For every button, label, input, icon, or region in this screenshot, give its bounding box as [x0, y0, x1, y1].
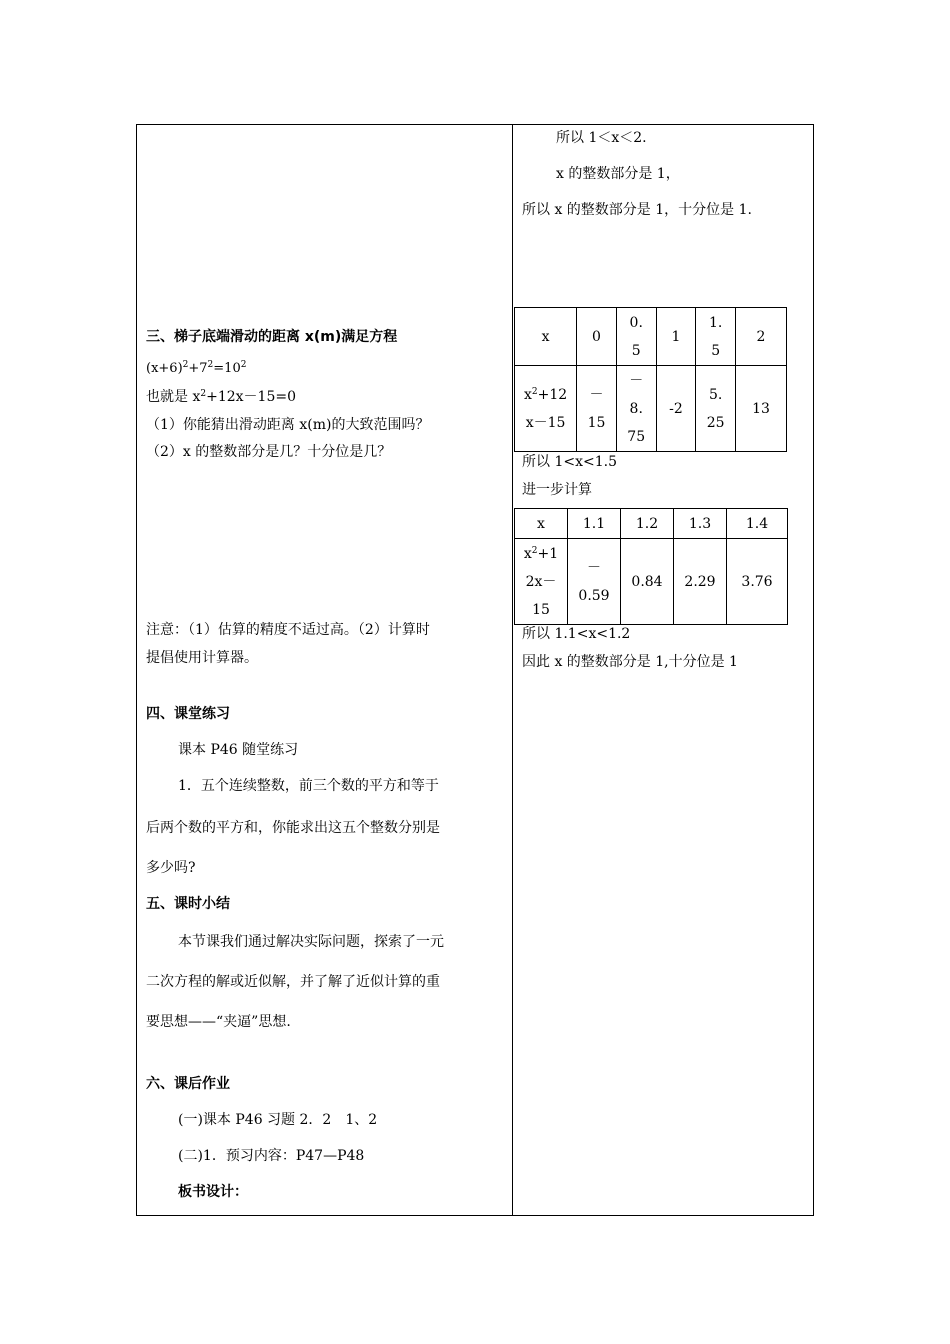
section-6-title: 六、课后作业: [146, 1076, 230, 1092]
table-cell: 5. 25: [696, 366, 736, 452]
table-cell: $x^2+12$ x－15: [515, 366, 577, 452]
table-cell: 13: [736, 366, 787, 452]
exercise-line-1: 1．五个连续整数，前三个数的平方和等于: [178, 778, 439, 794]
table-cell: 1.1: [568, 509, 621, 539]
table-cell: 0.84: [621, 539, 674, 625]
value-table-2: [514, 508, 788, 625]
table-row: [515, 308, 787, 366]
summary-line-2: 二次方程的解或近似解，并了解了近似计算的重: [146, 974, 440, 990]
table-cell: 2.29: [674, 539, 727, 625]
table-cell: 1.4: [727, 509, 788, 539]
table-cell: x: [515, 509, 568, 539]
summary-line-1: 本节课我们通过解决实际问题，探索了一元: [178, 934, 444, 950]
right-line-7: 因此 x 的整数部分是 1,十分位是 1: [522, 654, 738, 670]
right-line-6: 所以 1.1<x<1.2: [522, 626, 631, 642]
table-cell: -2: [656, 366, 696, 452]
table-cell: x: [515, 308, 577, 366]
table-row: [515, 539, 788, 625]
table-cell: 1.3: [674, 509, 727, 539]
table-cell: 1. 5: [696, 308, 736, 366]
practice-reference: 课本 P46 随堂练习: [178, 742, 299, 758]
table-row: [515, 509, 788, 539]
table-cell: － 15: [577, 366, 617, 452]
right-line-4: 所以 1<x<1.5: [522, 454, 617, 470]
homework-1: (一)课本 P46 习题 2．2 1、2: [178, 1112, 378, 1128]
exercise-line-2: 后两个数的平方和，你能求出这五个整数分别是: [146, 820, 440, 836]
note-line-2: 提倡使用计算器。: [146, 650, 258, 666]
section-3-title: 三、梯子底端滑动的距离 x(m)满足方程: [146, 329, 398, 345]
homework-2: (二)1．预习内容：P47—P48: [178, 1148, 365, 1164]
table-cell: 1.2: [621, 509, 674, 539]
table-cell: 1: [656, 308, 696, 366]
table-cell: 0. 5: [616, 308, 656, 366]
section-4-title: 四、课堂练习: [146, 706, 230, 722]
note-line-1: 注意：（1）估算的精度不适过高。（2）计算时: [146, 622, 430, 638]
equation-2: 也就是 $x^2+12x-15=0$: [146, 389, 296, 405]
right-line-2: x 的整数部分是 1，: [556, 166, 680, 182]
question-1: （1）你能猜出滑动距离 x(m)的大致范围吗？: [146, 417, 430, 433]
value-table-1: [514, 307, 787, 452]
table-cell: － 8. 75: [616, 366, 656, 452]
table-cell: 2: [736, 308, 787, 366]
exercise-line-3: 多少吗?: [146, 860, 196, 876]
table-cell: 3.76: [727, 539, 788, 625]
table-cell: 0: [577, 308, 617, 366]
right-line-5: 进一步计算: [522, 482, 592, 498]
question-2: （2）x 的整数部分是几？十分位是几？: [146, 444, 392, 460]
table-cell: $x^2+1$ 2x－ 15: [515, 539, 568, 625]
board-design-label: 板书设计：: [178, 1184, 248, 1200]
column-divider: [512, 124, 513, 1216]
table-row: [515, 366, 787, 452]
right-line-3: 所以 x 的整数部分是 1，十分位是 1.: [522, 202, 752, 218]
equation-1: $(x+6)^2+7^2=10^2$: [146, 360, 247, 376]
section-5-title: 五、课时小结: [146, 896, 230, 912]
table-cell: － 0.59: [568, 539, 621, 625]
summary-line-3: 要思想——“夹逼”思想.: [146, 1014, 291, 1030]
right-line-1: 所以 1＜x＜2.: [556, 130, 647, 146]
